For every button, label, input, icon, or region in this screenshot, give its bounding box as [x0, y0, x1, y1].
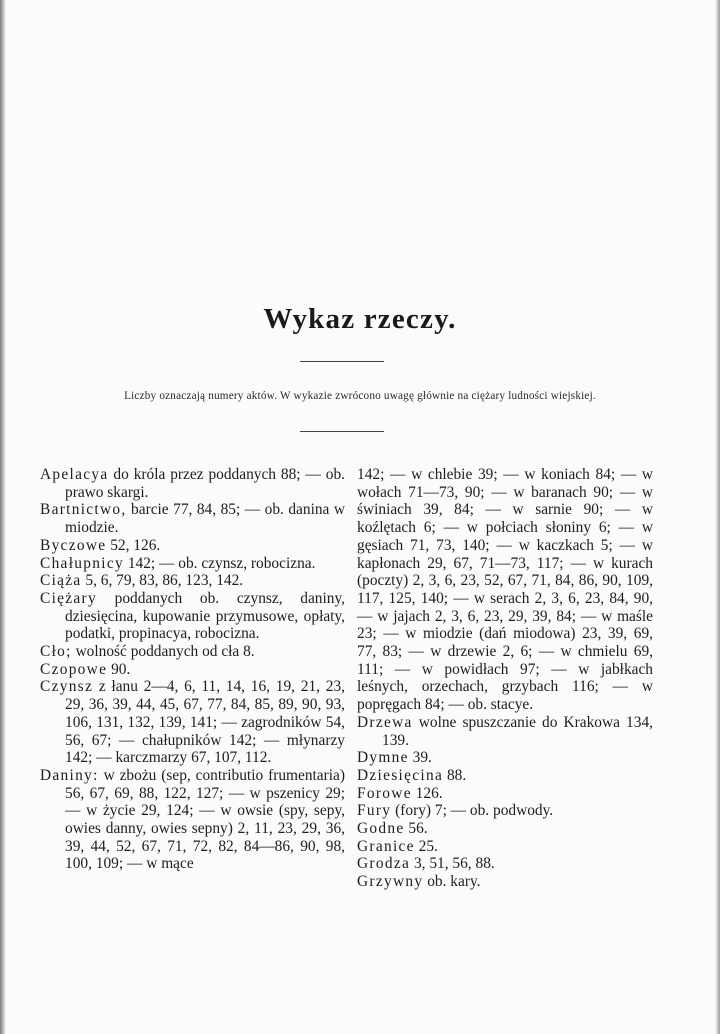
index-entry [357, 820, 653, 838]
scan-edge-right [715, 0, 720, 1034]
entry-refs: 5, 6, 79, 83, 86, 123, 142. [81, 572, 244, 590]
index-entry [357, 802, 653, 820]
index-entry [40, 678, 345, 767]
entry-head: Daniny: [40, 766, 99, 784]
entry-refs: w zbożu (sep, contributio frumentaria) 56, 67, 69, 88, 122, 127; — w pszenicy 29; — w życie 29, 124; — w owsie (spy, sepy, owies danny, owies sepny) 2, 11, 23, 29, 36, 39, 44, 52, 67, 71, 72, 82, 84—86, 90, 98, 100, 109; — w mące [65, 766, 345, 873]
index-entry [40, 466, 345, 501]
entry-head: Czopowe [40, 660, 108, 678]
entry-refs: wolność poddanych od cła 8. [71, 643, 255, 661]
index-entry [40, 767, 345, 873]
entry-head: Chałupnicy [40, 554, 124, 572]
entry-refs: 25. [414, 837, 438, 855]
index-column-right [357, 466, 653, 891]
index-entry [40, 661, 345, 679]
index-entry [357, 873, 653, 891]
index-entry [40, 590, 345, 643]
entry-head: Godne [357, 820, 405, 838]
index-entry [40, 501, 345, 536]
index-entry [40, 555, 345, 573]
index-entry [357, 838, 653, 856]
entry-head: Ciąża [40, 572, 82, 590]
entry-head: Dymne [357, 749, 409, 767]
title-rule-top [300, 361, 384, 362]
title-rule-bottom [300, 431, 384, 432]
entry-head: Forowe [357, 784, 412, 802]
entry-refs: 56. [404, 820, 428, 838]
index-entry [357, 785, 653, 803]
entry-head: Grodza [357, 855, 411, 873]
index-entry [357, 714, 653, 749]
entry-refs: 142; — ob. czynsz, robocizna. [123, 554, 316, 572]
index-entry [40, 643, 345, 661]
entry-head: Drzewa [357, 713, 413, 731]
scan-edge-left [0, 0, 6, 1034]
entry-refs: do króla przez poddanych 88; — ob. prawo skargi. [65, 466, 345, 501]
entry-refs: 52, 126. [106, 536, 161, 554]
entry-refs: poddanych ob. czynsz, daniny, dziesięcina, kupowanie przymusowe, opłaty, podatki, propinacya, robocizna. [65, 589, 345, 643]
entry-refs: ob. kary. [423, 873, 481, 891]
entry-refs: 3, 51, 56, 88. [410, 855, 495, 873]
entry-head: Ciężary [40, 589, 97, 607]
page-title: Wykaz rzeczy. [263, 303, 457, 335]
index-entry [40, 537, 345, 555]
entry-head: Grzywny [357, 873, 424, 891]
index-entry [40, 572, 345, 590]
index-entry [357, 749, 653, 767]
entry-refs: 39. [408, 749, 432, 767]
entry-head: Bartnictwo, [40, 501, 127, 519]
index-entry [357, 855, 653, 873]
explanatory-note: Liczby oznaczają numery aktów. W wykazie zwrócono uwagę głównie na ciężary ludności wiejskiej. [124, 390, 596, 402]
index-entry [357, 767, 653, 785]
entry-head: Granice [357, 837, 415, 855]
index-column-left [40, 466, 345, 873]
entry-refs: wolne spuszczanie do Krakowa 134, 139. [382, 713, 653, 749]
entry-head: Fury [357, 802, 392, 820]
entry-refs: 126. [411, 784, 443, 802]
entry-head: Cło; [40, 643, 72, 661]
entry-refs: z łanu 2—4, 6, 11, 14, 16, 19, 21, 23, 29, 36, 39, 44, 45, 67, 77, 84, 85, 89, 90, 93, 106, 131, 132, 139, 141; — zagrodników 54, 56, 67; — chałupników 142; — młynarzy 142; — karczmarzy 67, 107, 112. [65, 678, 345, 767]
entry-head: Apelacya [40, 466, 109, 483]
entry-refs: 90. [107, 660, 131, 678]
entry-head: Byczowe [40, 536, 107, 554]
entry-head: Czynsz [40, 678, 94, 696]
entry-refs: (fory) 7; — ob. podwody. [391, 802, 554, 820]
entry-refs: 88. [443, 766, 467, 784]
entry-refs: barcie 77, 84, 85; — ob. danina w miodzie. [65, 501, 345, 537]
entry-head: Dziesięcina [357, 766, 444, 784]
entry-continuation: 142; — w chlebie 39; — w koniach 84; — w wołach 71—73, 90; — w baranach 90; — w świniach 39, 84; — w sarnie 90; — w koźlętach 6; — w połciach słoniny 6; — w gęsiach 71, 73, 140; — w kaczkach 5; — w kapłonach 29, 67, 71—73, 117; — w kurach (poczty) 2, 3, 6, 23, 52, 67, 71, 84, 86, 90, 109, 117, 125, 140; — w serach 2, 3, 6, 23, 84, 90, — w jajach 2, 3, 6, 23, 29, 39, 84; — w maśle 23; — w miodzie (dań miodowa) 23, 39, 69, 77, 83; — w drzewie 2, 6; — w chmielu 69, 111; — w powidłach 97; — w jabłkach leśnych, orzechach, grzybach 116; — w popręgach 84; — ob. stacye. [357, 466, 653, 714]
